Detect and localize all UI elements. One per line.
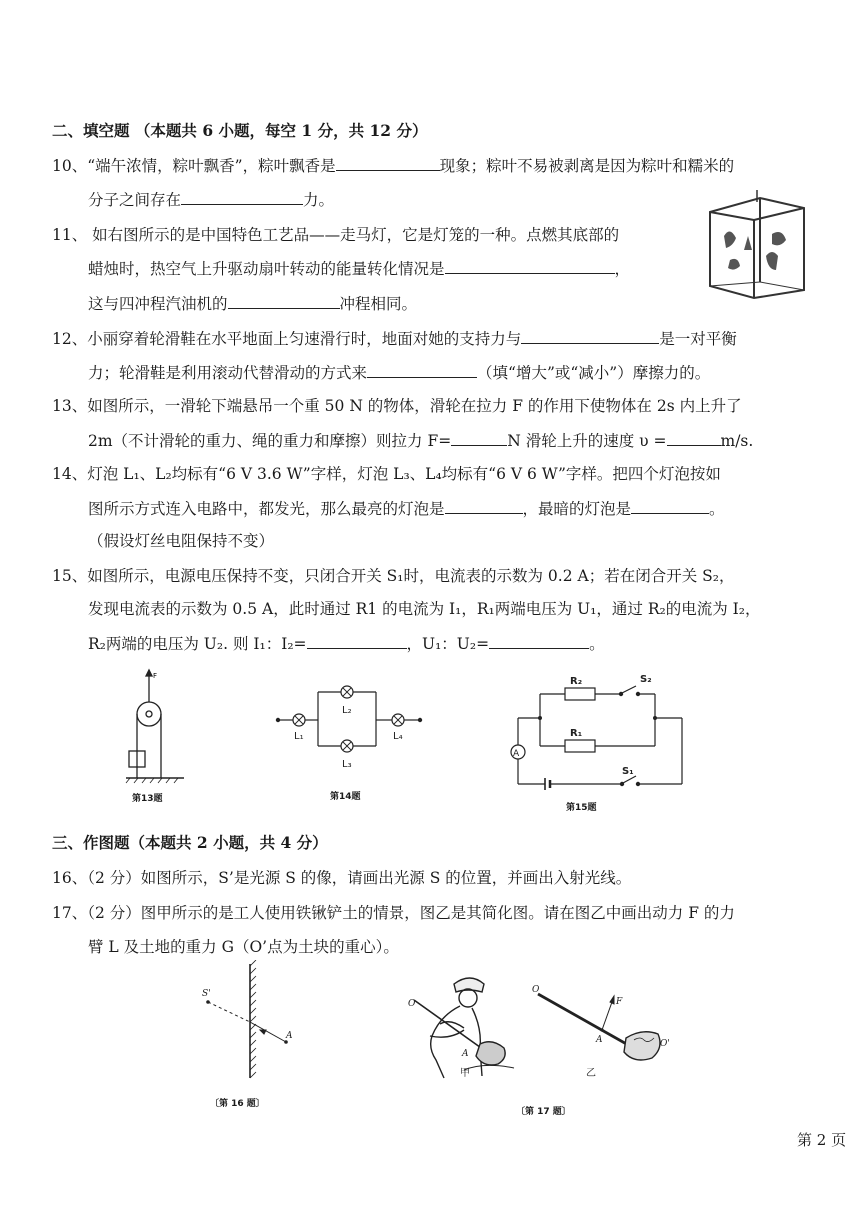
shovel-diagram-figure <box>530 970 690 1082</box>
pulley-figure <box>118 668 198 792</box>
answer-blank[interactable] <box>667 429 721 446</box>
figure-13-caption: 第13题 <box>132 794 163 804</box>
figure-14-caption: 第14题 <box>330 792 361 802</box>
resistor-r2-label: R₂ <box>570 676 583 687</box>
question-14-line-1 <box>52 463 721 485</box>
figure-16-caption: 〔第 16 题〕 <box>210 1099 265 1109</box>
question-number: 17、 <box>52 904 88 922</box>
question-12-line-1 <box>52 327 737 350</box>
question-17-line-1 <box>52 902 735 924</box>
question-11-line-1 <box>52 224 619 246</box>
question-text: 是一对平衡 <box>659 330 737 348</box>
question-number: 13、 <box>52 397 88 415</box>
ammeter-label: A <box>513 749 520 759</box>
point-o-label: O <box>408 999 416 1009</box>
answer-blank[interactable] <box>521 327 659 344</box>
section-2-title: 二、填空题 <box>52 121 130 140</box>
switch-s2-label: S₂ <box>640 674 652 685</box>
question-text: 力。 <box>303 191 335 209</box>
lamp-l1-label: L₁ <box>294 731 304 742</box>
question-text: 发现电流表的示数为 0.5 A，此时通过 R1 的电流为 I₁，R₁两端电压为 U₁，通过 R₂的电流为 I₂， <box>88 600 761 618</box>
question-text: 冲程相同。 <box>339 295 418 313</box>
switch-s1-label: S₁ <box>622 766 634 777</box>
point-a-label: A <box>286 1031 293 1041</box>
question-text: 臂 L 及土地的重力 G（O’点为土块的重心）。 <box>88 938 399 956</box>
question-14-line-2 <box>88 497 725 520</box>
question-15-line-2 <box>88 598 761 620</box>
force-label: F <box>153 672 158 680</box>
lamp-l2-label: L₂ <box>342 705 352 716</box>
answer-blank[interactable] <box>367 361 477 378</box>
mirror-figure <box>190 960 310 1082</box>
question-text: 如图所示，电源电压保持不变，只闭合开关 S₁时，电流表的示数为 0.2 A；若在闭合开关 S₂， <box>87 567 735 585</box>
question-text: 2m（不计滑轮的重力、绳的重力和摩擦）则拉力 F= <box>88 432 452 450</box>
question-10-line-2 <box>88 188 334 211</box>
question-number: 16、 <box>52 869 88 887</box>
question-10-line-1 <box>52 154 734 177</box>
question-text: 如右图所示的是中国特色工艺品——走马灯，它是灯笼的一种。点燃其底部的 <box>92 226 620 244</box>
point-o-prime-label: O' <box>660 1039 670 1049</box>
question-17-line-2 <box>88 936 399 958</box>
question-text: 。 <box>709 500 725 518</box>
question-13-line-1 <box>52 395 742 417</box>
point-a-label: A <box>462 1049 469 1059</box>
answer-blank[interactable] <box>336 154 440 171</box>
question-text: “端午浓情，粽叶飘香”，粽叶飘香是 <box>87 157 336 175</box>
resistor-circuit-figure <box>500 670 690 800</box>
lamp-l4-label: L₄ <box>393 731 403 742</box>
lantern-image <box>700 190 810 302</box>
question-text: 蜡烛时，热空气上升驱动扇叶转动的能量转化情况是 <box>88 260 445 278</box>
point-o-label: O <box>532 985 540 995</box>
question-14-line-3 <box>88 530 274 552</box>
question-number: 15、 <box>52 567 88 585</box>
question-number: 11、 <box>52 226 88 244</box>
question-text: m/s. <box>720 432 754 450</box>
question-number: 14、 <box>52 465 88 483</box>
answer-blank[interactable] <box>228 292 340 309</box>
question-text: ， <box>614 260 631 278</box>
question-text: 力；轮滑鞋是利用滚动代替滑动的方式来 <box>88 364 368 382</box>
question-text: 如图所示，一滑轮下端悬吊一个重 50 N 的物体，滑轮在拉力 F 的作用下使物体在 2s 内上升了 <box>87 397 742 415</box>
section-2-note: （本题共 6 小题，每空 1 分，共 12 分） <box>134 121 428 140</box>
question-text: 图所示方式连入电路中，都发光，那么最亮的灯泡是 <box>88 500 445 518</box>
figure-17-caption: 〔第 17 题〕 <box>516 1107 571 1117</box>
question-text: 。 <box>589 635 605 653</box>
point-a-label: A <box>596 1035 603 1045</box>
question-text: （假设灯丝电阻保持不变） <box>88 532 275 550</box>
question-15-line-1 <box>52 565 734 587</box>
section-2-header <box>52 120 427 142</box>
question-13-line-2 <box>88 429 753 452</box>
question-text: ，U₁：U₂= <box>406 635 490 653</box>
answer-blank[interactable] <box>445 257 615 274</box>
question-16-line-1 <box>52 867 631 889</box>
answer-blank[interactable] <box>451 429 507 446</box>
answer-blank[interactable] <box>489 632 589 649</box>
force-f-label: F <box>616 997 623 1007</box>
worker-shovel-figure <box>400 970 530 1082</box>
question-11-line-2 <box>88 257 630 280</box>
question-text: （填“增大”或“减小”）摩擦力的。 <box>477 364 711 382</box>
question-text: 这与四冲程汽油机的 <box>88 295 228 313</box>
question-text: R₂两端的电压为 U₂. 则 I₁：I₂= <box>88 635 307 653</box>
question-text: （2 分）图甲所示的是工人使用铁锹铲土的情景，图乙是其简化图。请在图乙中画出动力 F 的力 <box>87 904 735 922</box>
question-number: 10、 <box>52 157 88 175</box>
answer-blank[interactable] <box>307 632 407 649</box>
lamp-l3-label: L₃ <box>342 759 352 770</box>
question-text: （2 分）如图所示，S’是光源 S 的像，请画出光源 S 的位置，并画出入射光线。 <box>87 869 632 887</box>
question-text: 分子之间存在 <box>88 191 182 209</box>
question-text: 灯泡 L₁、L₂均标有“6 V 3.6 W”字样，灯泡 L₃、L₄均标有“6 V 6 W”字样。把四个灯泡按如 <box>87 465 721 483</box>
page-number: 第 2 页 <box>797 1131 847 1149</box>
answer-blank[interactable] <box>631 497 709 514</box>
question-number: 12、 <box>52 330 88 348</box>
lamp-circuit-figure <box>270 683 440 783</box>
section-3-header: 三、作图题（本题共 2 小题，共 4 分） <box>52 833 328 852</box>
question-15-line-3 <box>88 632 605 655</box>
figure-15-caption: 第15题 <box>566 803 597 813</box>
resistor-r1-label: R₁ <box>570 728 583 739</box>
question-11-line-3 <box>88 292 417 315</box>
answer-blank[interactable] <box>181 188 303 205</box>
figure-jia-label: 甲 <box>460 1068 470 1079</box>
question-text: ，最暗的灯泡是 <box>522 500 632 518</box>
question-text: N 滑轮上升的速度 υ = <box>507 432 667 450</box>
question-12-line-2 <box>88 361 710 384</box>
image-point-label: S' <box>202 989 211 999</box>
question-text: 现象；粽叶不易被剥离是因为粽叶和糯米的 <box>439 157 735 175</box>
figure-yi-label: 乙 <box>586 1068 596 1079</box>
answer-blank[interactable] <box>445 497 523 514</box>
question-text: 小丽穿着轮滑鞋在水平地面上匀速滑行时，地面对她的支持力与 <box>87 330 522 348</box>
